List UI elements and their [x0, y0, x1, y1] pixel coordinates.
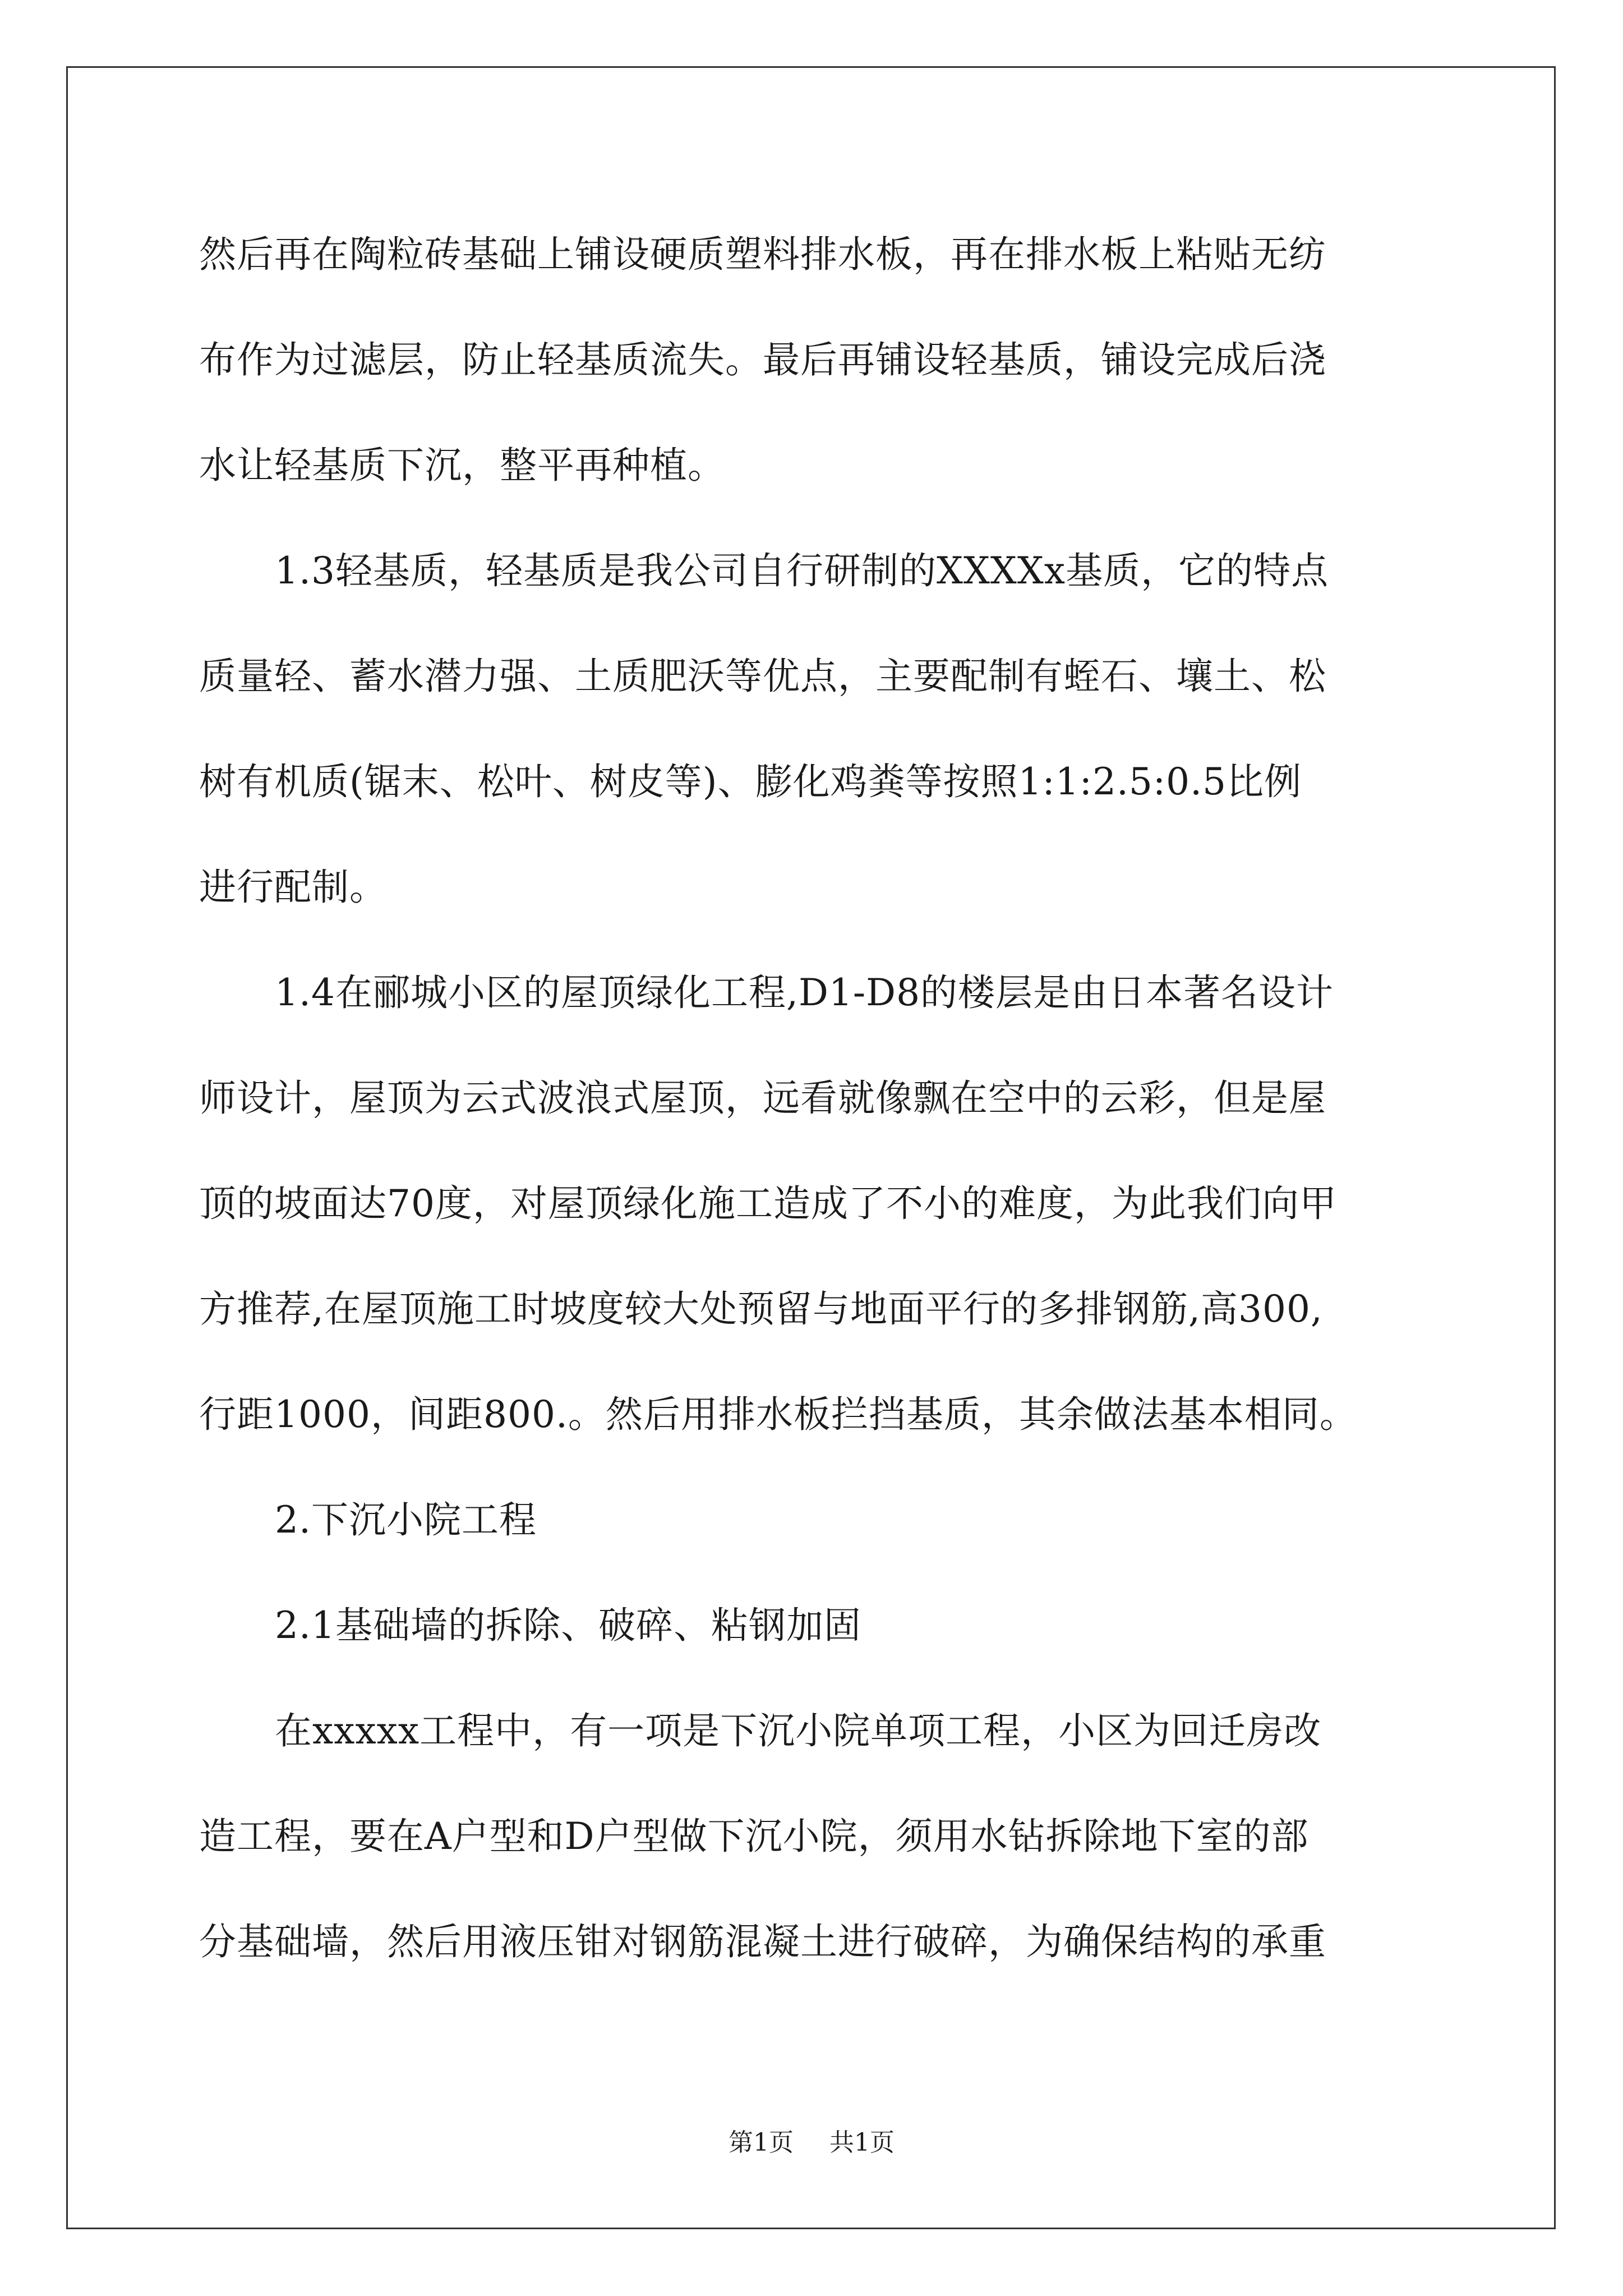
text-line: 质量轻、蓄水潜力强、土质肥沃等优点，主要配制有蛭石、壤土、松: [199, 655, 1326, 698]
text-line: 方推荐,在屋顶施工时坡度较大处预留与地面平行的多排钢筋,高300,: [199, 1287, 1323, 1331]
text-line: 1.4在郦城小区的屋顶绿化工程,D1-D8的楼层是由日本著名设计: [275, 971, 1334, 1014]
text-line: 行距1000，间距800.。然后用排水板拦挡基质，其余做法基本相同。: [199, 1393, 1357, 1436]
subsection-heading: 2.1基础墙的拆除、破碎、粘钢加固: [275, 1604, 861, 1647]
text-line: 树有机质(锯末、松叶、树皮等)、膨化鸡粪等按照1:1:2.5:0.5比例: [199, 760, 1302, 803]
text-line: 布作为过滤层，防止轻基质流失。最后再铺设轻基质，铺设完成后浇: [199, 338, 1326, 381]
text-line: 分基础墙，然后用液压钳对钢筋混凝土进行破碎，为确保结构的承重: [199, 1920, 1326, 1963]
page-total: 共1页: [829, 2128, 895, 2157]
page-number: 第1页: [728, 2128, 794, 2157]
text-line: 顶的坡面达70度，对屋顶绿化施工造成了不小的难度，为此我们向甲: [199, 1182, 1337, 1225]
text-line: 然后再在陶粒砖基础上铺设硬质塑料排水板，再在排水板上粘贴无纺: [199, 233, 1326, 276]
text-line: 在xxxxx工程中，有一项是下沉小院单项工程，小区为回迁房改: [275, 1709, 1322, 1752]
section-heading: 2.下沉小院工程: [275, 1498, 537, 1542]
document-body: [199, 202, 1433, 1995]
text-line: 1.3轻基质，轻基质是我公司自行研制的XXXXx基质，它的特点: [275, 549, 1329, 592]
text-line: 水让轻基质下沉，整平再种植。: [199, 444, 725, 487]
page-footer: [0, 2126, 1623, 2160]
text-line: 师设计，屋顶为云式波浪式屋顶，远看就像飘在空中的云彩，但是屋: [199, 1076, 1326, 1120]
text-line: 造工程，要在A户型和D户型做下沉小院，须用水钻拆除地下室的部: [199, 1815, 1309, 1858]
text-line: 进行配制。: [199, 866, 387, 909]
